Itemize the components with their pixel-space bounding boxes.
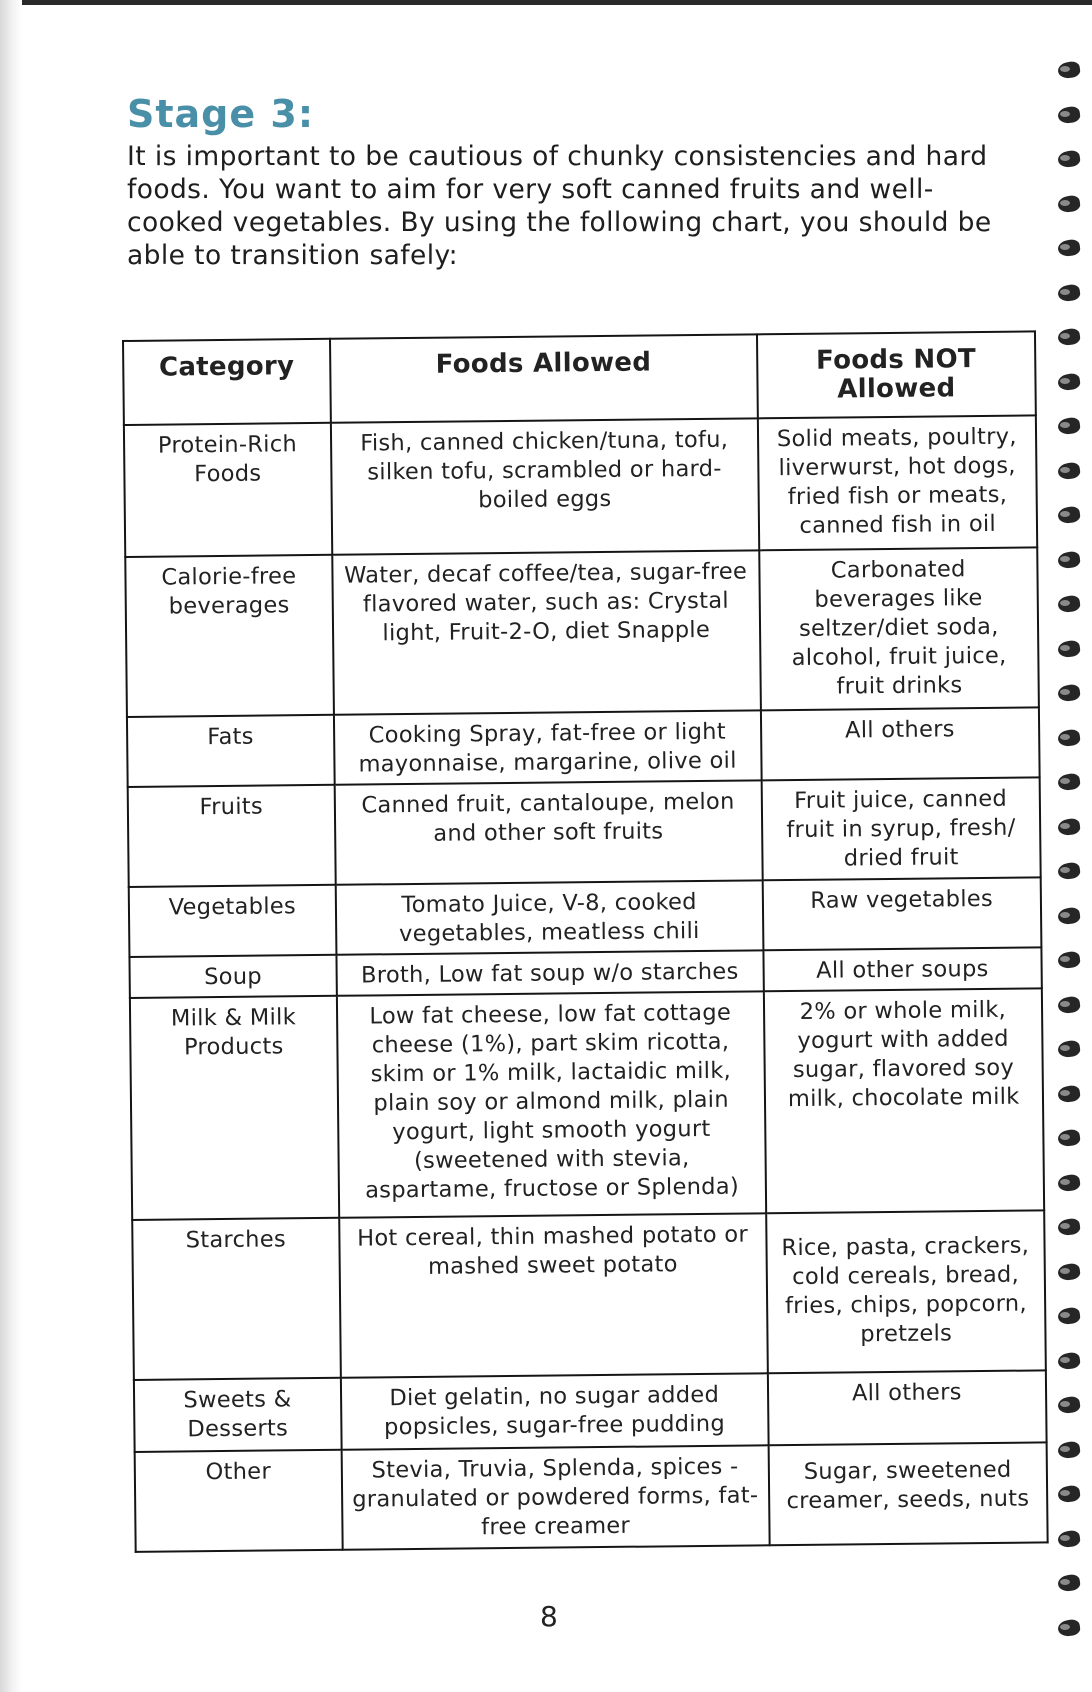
spiral-ring: [1054, 594, 1084, 614]
table-row: [130, 988, 1044, 1220]
spiral-ring: [1054, 461, 1084, 481]
page-top-edge: [0, 0, 1092, 5]
allowed-cell: Diet gelatin, no sugar added popsicles, sugar-free pudding: [341, 1373, 769, 1449]
allowed-cell: Cooking Spray, fat-free or light mayonnaise, margarine, olive oil: [334, 710, 762, 784]
table-row: [127, 707, 1040, 787]
category-cell: Fats: [127, 715, 334, 787]
spiral-ring: [1054, 728, 1084, 748]
stage-heading: Stage 3:: [127, 92, 315, 136]
allowed-cell: Fish, canned chicken/tuna, tofu, silken tofu, scrambled or hard-boiled eggs: [331, 418, 759, 554]
intro-paragraph: It is important to be cautious of chunky consistencies and hard foods. You want to aim for very soft canned fruits and well-cooked vegetables. By using the following chart, you should be able to transition safely:: [127, 141, 992, 271]
not-allowed-cell: Carbonated beverages like seltzer/diet soda, alcohol, fruit juice, fruit drinks: [759, 547, 1039, 710]
spiral-ring: [1054, 861, 1084, 881]
category-cell: Fruits: [128, 785, 336, 887]
table-row: [135, 1442, 1048, 1552]
spiral-ring: [1054, 149, 1084, 169]
table-header-row: [123, 331, 1036, 425]
allowed-cell: Stevia, Truvia, Splenda, spices - granulated or powdered forms, fat-free creamer: [341, 1445, 769, 1549]
header-foods-allowed: Foods Allowed: [330, 334, 758, 422]
spiral-ring: [1054, 550, 1084, 570]
allowed-cell: Hot cereal, thin mashed potato or mashed sweet potato: [339, 1213, 767, 1377]
spiral-ring: [1054, 238, 1084, 258]
table-row: [128, 777, 1041, 887]
spiral-ring: [1054, 772, 1084, 792]
spiral-ring: [1054, 1618, 1084, 1638]
spiral-ring: [1054, 1173, 1084, 1193]
spiral-ring: [1054, 1484, 1084, 1504]
spiral-ring: [1054, 505, 1084, 525]
category-cell: Other: [135, 1450, 343, 1552]
table-row: [124, 415, 1037, 557]
table-row: [129, 877, 1042, 957]
spiral-ring: [1054, 1262, 1084, 1282]
not-allowed-cell: Solid meats, poultry, liverwurst, hot dogs, fried fish or meats, canned fish in oil: [757, 415, 1037, 550]
spiral-ring: [1054, 1039, 1084, 1059]
category-cell: Starches: [132, 1218, 340, 1380]
not-allowed-cell: Fruit juice, canned fruit in syrup, fresh/ dried fruit: [761, 777, 1040, 880]
spiral-ring: [1054, 283, 1084, 303]
spiral-ring: [1054, 372, 1084, 392]
header-category: Category: [123, 339, 331, 425]
allowed-cell: Canned fruit, cantaloupe, melon and other soft fruits: [334, 780, 762, 884]
spiral-ring: [1054, 1395, 1084, 1415]
not-allowed-cell: All others: [760, 707, 1039, 780]
table-row: [125, 547, 1039, 717]
category-cell: Milk & Milk Products: [130, 996, 339, 1220]
not-allowed-cell: All other soups: [763, 947, 1042, 991]
spiral-ring: [1054, 906, 1084, 926]
page-number: 8: [540, 1600, 558, 1633]
spiral-ring: [1054, 950, 1084, 970]
spiral-ring: [1054, 1351, 1084, 1371]
allowed-cell: Broth, Low fat soup w/o starches: [336, 950, 763, 995]
table-row: [134, 1370, 1047, 1452]
spiral-ring: [1054, 1084, 1084, 1104]
spiral-ring: [1054, 327, 1084, 347]
food-chart-table: [122, 330, 1049, 1553]
table-row: [132, 1210, 1046, 1380]
spiral-ring: [1054, 995, 1084, 1015]
page-left-shadow: [0, 0, 22, 1692]
spiral-ring: [1054, 1440, 1084, 1460]
spiral-ring: [1054, 194, 1084, 214]
spiral-ring: [1054, 1529, 1084, 1549]
spiral-ring: [1054, 817, 1084, 837]
category-cell: Sweets & Desserts: [134, 1378, 341, 1452]
not-allowed-cell: Sugar, sweetened creamer, seeds, nuts: [768, 1442, 1047, 1545]
allowed-cell: Water, decaf coffee/tea, sugar-free flavored water, such as: Crystal light, Fruit-2-O, diet Snapple: [332, 550, 760, 714]
allowed-cell: Tomato Juice, V-8, cooked vegetables, meatless chili: [335, 880, 763, 954]
spiral-ring: [1054, 683, 1084, 703]
not-allowed-cell: Rice, pasta, crackers, cold cereals, bread, fries, chips, popcorn, pretzels: [766, 1210, 1046, 1373]
spiral-ring: [1054, 60, 1084, 80]
spiral-ring: [1054, 1217, 1084, 1237]
not-allowed-cell: All others: [767, 1370, 1046, 1445]
category-cell: Calorie-free beverages: [125, 555, 333, 717]
spiral-ring: [1054, 105, 1084, 125]
category-cell: Vegetables: [129, 885, 336, 957]
spiral-ring: [1054, 1573, 1084, 1593]
category-cell: Protein-Rich Foods: [124, 423, 332, 557]
not-allowed-cell: Raw vegetables: [762, 877, 1041, 950]
not-allowed-cell: 2% or whole milk, yogurt with added sugar, flavored soy milk, chocolate milk: [763, 988, 1044, 1213]
category-cell: Soup: [129, 955, 336, 998]
spiral-ring: [1054, 1128, 1084, 1148]
allowed-cell: Low fat cheese, low fat cottage cheese (1%), part skim ricotta, skim or 1% milk, lactaidic milk, plain soy or almond milk, plain yogurt, light smooth yogurt (sweetened with stevia, aspartame, fructose or Splenda): [337, 991, 766, 1217]
spiral-ring: [1054, 416, 1084, 436]
spiral-ring: [1054, 639, 1084, 659]
header-foods-not-allowed: Foods NOT Allowed: [757, 331, 1036, 418]
spiral-ring: [1054, 1306, 1084, 1326]
